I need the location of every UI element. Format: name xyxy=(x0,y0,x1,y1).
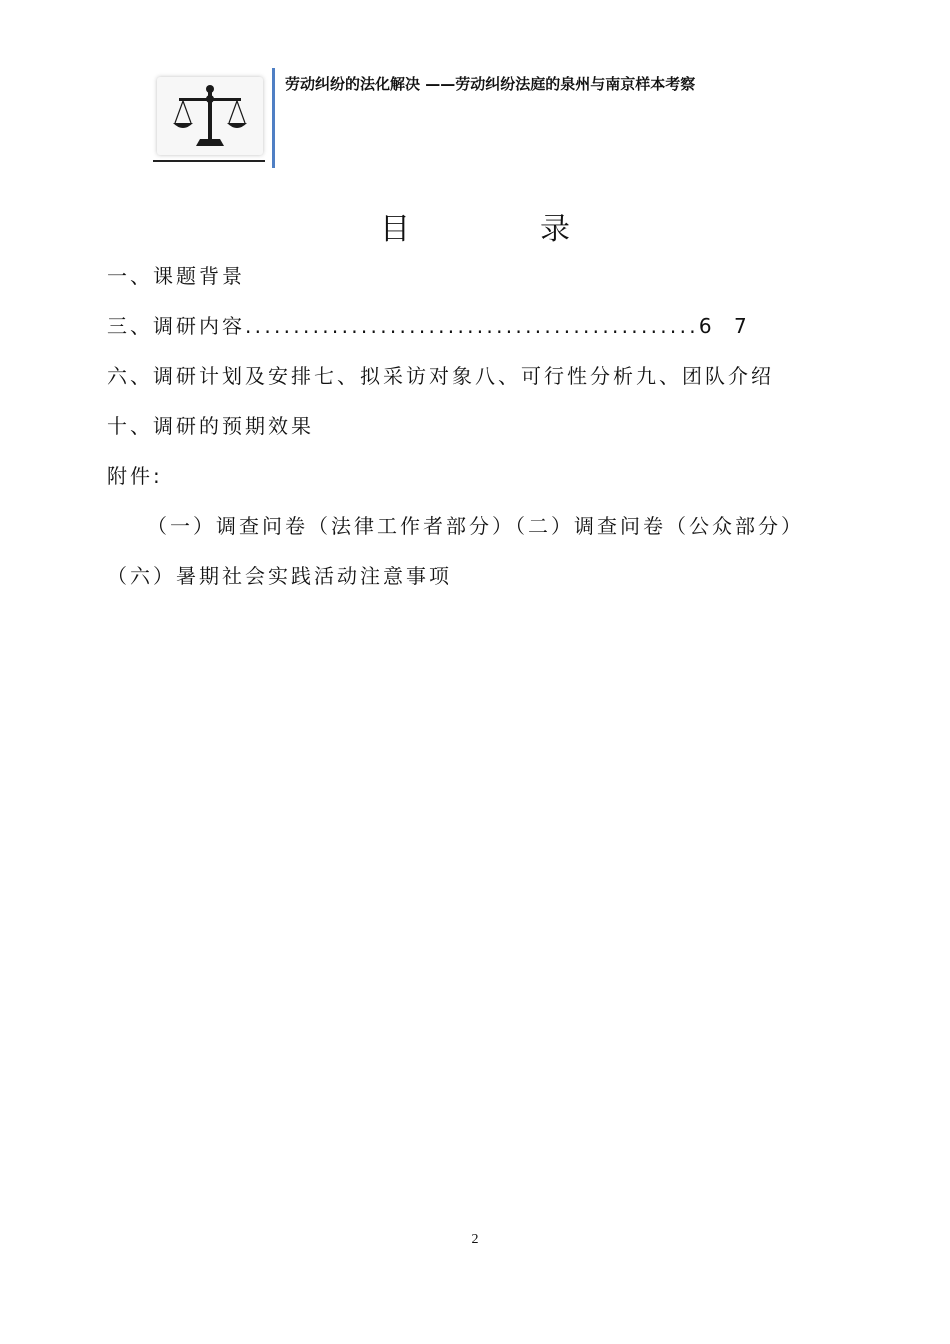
toc-line-label: 三、调研内容 xyxy=(107,314,245,338)
toc-page-ref: 6 7 xyxy=(698,314,755,338)
toc-title-left: 目 xyxy=(380,212,410,247)
toc-line-questionnaires: （一）调查问卷（法律工作者部分）（二）调查问卷（公众部分） xyxy=(147,514,804,538)
page-number: 2 xyxy=(471,1232,479,1247)
toc-line-research-content xyxy=(107,310,755,339)
header-logo xyxy=(157,77,263,155)
scales-of-justice-icon xyxy=(171,81,249,151)
header-title: 劳动纠纷的法化解决 ——劳动纠纷法庭的泉州与南京样本考察 xyxy=(285,75,696,93)
toc-leader-dots: ............................................... xyxy=(245,314,699,338)
toc-line-attachments: 附件: xyxy=(107,464,163,488)
toc-line-plan: 六、调研计划及安排七、拟采访对象八、可行性分析九、团队介绍 xyxy=(107,364,774,388)
toc-line-expected-effect: 十、调研的预期效果 xyxy=(107,414,314,438)
logo-underline xyxy=(153,160,265,162)
toc-title xyxy=(0,204,950,248)
toc-line-background: 一、课题背景 xyxy=(107,264,245,288)
header-rule xyxy=(272,68,275,168)
toc-title-right: 录 xyxy=(540,212,570,247)
toc-line-notes: （六）暑期社会实践活动注意事项 xyxy=(107,564,452,588)
